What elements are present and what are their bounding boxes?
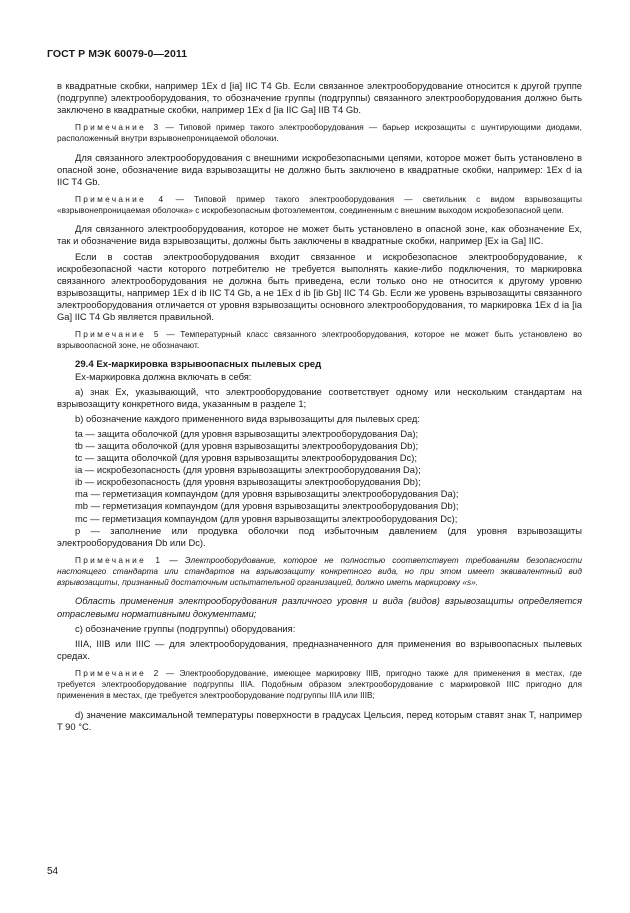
note-label: Примечание 3 bbox=[75, 122, 161, 133]
paragraph: Для связанного электрооборудования, которое не может быть установлено в опасной зоне, как обозначение Ex, так и обозначение вида взрывозащиты, должны быть заключены в квадратные скобки, например [Ex ia Ga] IIC. bbox=[57, 223, 582, 247]
note-text: — Электрооборудование, имеющее маркировку IIIB, пригодно также для применения в местах, где требуется электрооборудование подгруппы IIIA. Подобным образом электрооборудование с маркировкой IIIC пригодно для применения в местах, где требуется электрооборудование подгруппы IIIA или IIIB; bbox=[57, 667, 582, 701]
paragraph: c) обозначение группы (подгруппы) оборудования: bbox=[75, 622, 296, 634]
paragraph: b) обозначение каждого примененного вида взрывозащиты для пылевых сред: bbox=[75, 412, 420, 424]
list-item: ta — защита оболочкой (для уровня взрывозащиты электрооборудования Da); bbox=[75, 427, 419, 439]
note-3 bbox=[57, 122, 582, 144]
note-text: — Электрооборудование, которое не полностью соответствует требованиям безопасности настоящего стандарта или стандартов на взрывозащиту конкретного вида, но при этом имеет эквивалентный вид взрывозащиты, признанный достаточным испытательной организацией, должно иметь маркировку «s». bbox=[57, 554, 582, 588]
note-text: — Температурный класс связанного электрооборудования, которое не может быть установлено во взрывоопасной зоне, не обозначают. bbox=[57, 329, 583, 351]
list-item: mc — герметизация компаундом (для уровня взрывозащиты электрооборудования Dc); bbox=[75, 512, 458, 524]
note-text: — Типовой пример такого электрооборудования — светильник с видом взрывозащиты «взрывонепроницаемая оболочка» с искробезопасным фотоэлементом, соединенным с внешним выходом искробезопасной цепи. bbox=[57, 193, 582, 216]
paragraph: Если в состав электрооборудования входит связанное и искробезопасное электрооборудование, к искробезопасной части которого потребителю не требуется выполнять какие-либо подключения, то маркировка связанного электрооборудования не должна быть приведена, если только оно не относится к другому уровню взрывозащиты, например 1Ex d ib IIC T4 Gb, а не 1Ex d ib [ib Gb] IIC T4 Gb. Если же уровень взрывозащиты связанного электрооборудования отличается от уровня взрывозащиты основного электрооборудования, то маркировка 1Ex d ia [ia Ga] IIC T4 Gb является правильной. bbox=[57, 250, 582, 323]
list-item: ma — герметизация компаундом (для уровня взрывозащиты электрооборудования Da); bbox=[75, 488, 459, 500]
protection-type-list bbox=[57, 428, 582, 549]
list-item: tb — защита оболочкой (для уровня взрывозащиты электрооборудования Db); bbox=[75, 440, 419, 451]
list-item: ib — искробезопасность (для уровня взрывозащиты электрооборудования Db); bbox=[75, 476, 421, 488]
page-number: 54 bbox=[47, 866, 59, 877]
note-2 bbox=[57, 668, 582, 702]
paragraph: а) знак Ex, указывающий, что электрооборудование соответствует одному или нескольким стандартам на взрывозащиту конкретного вида, указанным в разделе 1; bbox=[57, 385, 582, 409]
list-item: p — заполнение или продувка оболочки под избыточным давлением (для уровня взрывозащиты электрооборудования Db или Dc). bbox=[57, 524, 582, 548]
note-label: Примечание 5 bbox=[75, 329, 161, 340]
paragraph: Область применения электрооборудования различного уровня и вида (видов) взрывозащиты определяется отраслевыми нормативными документами; bbox=[57, 595, 582, 619]
document-header: ГОСТ Р МЭК 60079-0—2011 bbox=[47, 48, 188, 60]
note-label: Примечание 4 bbox=[75, 193, 166, 204]
note-label: Примечание 1 bbox=[75, 554, 163, 565]
document-body bbox=[57, 80, 582, 736]
paragraph: d) значение максимальной температуры поверхности в градусах Цельсия, перед которым ставят знак T, например T 90 °C. bbox=[57, 708, 582, 732]
note-text: — Типовой пример такого электрооборудования — барьер искрозащиты с шунтирующими диодами, расположенный внутри взрывонепроницаемой оболочки. bbox=[57, 122, 582, 144]
list-item: tc — защита оболочкой (для уровня взрывозащиты электрооборудования Dc); bbox=[75, 452, 417, 464]
note-4 bbox=[57, 194, 582, 216]
note-1 bbox=[57, 555, 582, 589]
note-label: Примечание 2 bbox=[75, 667, 161, 678]
section-heading: 29.4 Ex-маркировка взрывоопасных пылевых сред bbox=[75, 358, 322, 370]
paragraph: Ex-маркировка должна включать в себя: bbox=[75, 370, 252, 382]
list-item: mb — герметизация компаундом (для уровня взрывозащиты электрооборудования Db); bbox=[75, 500, 459, 512]
paragraph: в квадратные скобки, например 1Ex d [ia] IIC T4 Gb. Если связанное электрооборудование относится к другой группе (подгруппе) электрооборудования, то обозначение группы (подгруппы) связанного электрооборудования должно быть заключено в квадратные скобки, например 1Ex d [ia IIC Ga] IIB T4 Gb. bbox=[57, 80, 582, 116]
list-item: ia — искробезопасность (для уровня взрывозащиты электрооборудования Da); bbox=[75, 464, 421, 476]
note-5 bbox=[57, 329, 582, 351]
paragraph: IIIA, IIIB или IIIC — для электрооборудования, предназначенного для применения во взрывоопасных пылевых средах. bbox=[57, 637, 582, 661]
paragraph: Для связанного электрооборудования с внешними искробезопасными цепями, которое может быть установлено в опасной зоне, обозначение вида взрывозащиты не должно быть заключено в квадратные скобки, например: 1Ex d ia IIC T4 Gb. bbox=[57, 151, 582, 187]
